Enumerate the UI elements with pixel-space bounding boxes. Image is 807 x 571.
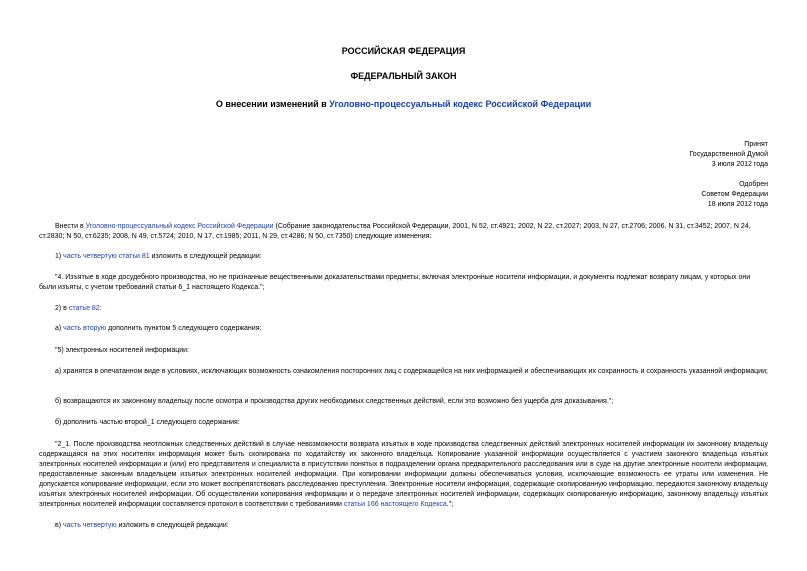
- item-2b-text: [39, 440, 768, 510]
- law-type-heading: ФЕДЕРАЛЬНЫЙ ЗАКОН: [350, 71, 457, 81]
- item-2a-point-5: "5) электронных носителей информации:: [55, 347, 189, 354]
- part-two-link[interactable]: часть вторую: [63, 325, 107, 332]
- approved-body: Советом Федерации: [701, 191, 768, 198]
- item-2a-sub-b: б) возвращаются их законному владельцу после осмотра и производства других необходимых следственных действий, если это возможно без ущерба для доказывания.";: [55, 398, 614, 405]
- article-81-link[interactable]: часть четвертую статьи 81: [63, 253, 150, 260]
- item-2a-before: а): [55, 325, 64, 332]
- adopted-date: 3 июля 2012 года: [711, 161, 768, 168]
- item-2c-before: в): [55, 522, 63, 529]
- law-title-prefix: О внесении изменений в: [215, 99, 330, 109]
- item-1: [39, 252, 768, 262]
- item-2b: б) дополнить частью второй_1 следующего содержания:: [55, 419, 240, 426]
- approved-block: [701, 180, 768, 210]
- intro-before: Внести в: [55, 223, 86, 230]
- adopted-body: Государственной Думой: [689, 151, 768, 158]
- approved-label: Одобрен: [739, 181, 768, 188]
- item-2c-after: изложить в следующей редакции:: [116, 522, 229, 529]
- item-2c: [39, 521, 768, 531]
- item-1-text: "4. Изъятые в ходе досудебного производства, но не признанные вещественными доказательствами предметы, включая электронные носители информации, и документы подлежат возврату лицам, у которых они были изъяты, с учетом требований статьи 6_1 настоящего Кодекса.";: [39, 274, 751, 291]
- item-2: [39, 304, 768, 314]
- approved-date: 18 июля 2012 года: [707, 201, 768, 208]
- intro-paragraph: [39, 222, 768, 242]
- item-1-before: 1): [55, 253, 64, 260]
- item-2b-text-before: "2_1. После производства неотложных следственных действий в случае невозможности возврата изъятых в ходе производства следственных действий электронных носителей информации их законному владельцу содержащаяся на этих носителях информация может быть скопирована по ходатайству их законного владельца. Копирование указанной информации осуществляется с участием законного владельца изъятых электронных носителей информации и (или) его представителя и специалиста в присутствии понятых в подразделении органа предварительного расследования или в суде на другие электронные носители информации, предоставленные законным владельцем изъятых электронных носителей информации. При копировании информации должны обеспечиваться условия, исключающие возможность ее утраты или изменения. Не допускается копирование информации, если это может воспрепятствовать расследованию преступления. Электронные носители информации, содержащие скопированную информацию, передаются законному владельцу изъятых электронных носителей информации. Об осуществлении копирования информации и о передаче электронных носителей информации, содержащих скопированную информацию, законному владельцу изъятых электронных носителей информации составляется протокол в соответствии с требованиями: [39, 441, 768, 508]
- part-four-link[interactable]: часть четвертую: [63, 522, 117, 529]
- article-82-link[interactable]: статье 82: [68, 305, 100, 312]
- item-2-after: :: [99, 305, 102, 312]
- intro-after: (Собрание законодательства Российской Федерации, 2001, N 52, ст.4921; 2002, N 22, ст.2027; 2003, N 27, ст.2706; 2006, N 31, ст.3452; 2007, N 24, ст.2830; N 50, ст.6235; 2008, N 49, ст.5724; 2010, N 17, ст.1985; 2011, N 29, ст.4286; N 50, ст.7350) следующие изменения:: [39, 223, 751, 240]
- law-title: [0, 99, 807, 109]
- law-title-link[interactable]: Уголовно-процессуальный кодекс Российской Федерации: [329, 99, 592, 109]
- item-2b-text-after: .";: [446, 501, 454, 508]
- article-166-link[interactable]: статьи 166 настоящего Кодекса: [343, 501, 447, 508]
- federation-heading: РОССИЙСКАЯ ФЕДЕРАЦИЯ: [341, 46, 466, 56]
- item-2a-after: дополнить пунктом 5 следующего содержания:: [106, 325, 262, 332]
- item-1-after: изложить в следующей редакции:: [149, 253, 262, 260]
- item-2a-sub-a: а) хранятся в опечатанном виде в условиях, исключающих возможность ознакомления посторонних лиц с содержащейся на них информацией и обеспечивающих их сохранность и сохранность указанной информации;: [55, 368, 768, 375]
- item-2-before: 2) в: [55, 305, 69, 312]
- adopted-label: Принят: [744, 141, 768, 148]
- code-link[interactable]: Уголовно-процессуальный кодекс Российской Федерации: [85, 223, 274, 230]
- adopted-block: [689, 140, 768, 170]
- item-2a: [39, 324, 768, 334]
